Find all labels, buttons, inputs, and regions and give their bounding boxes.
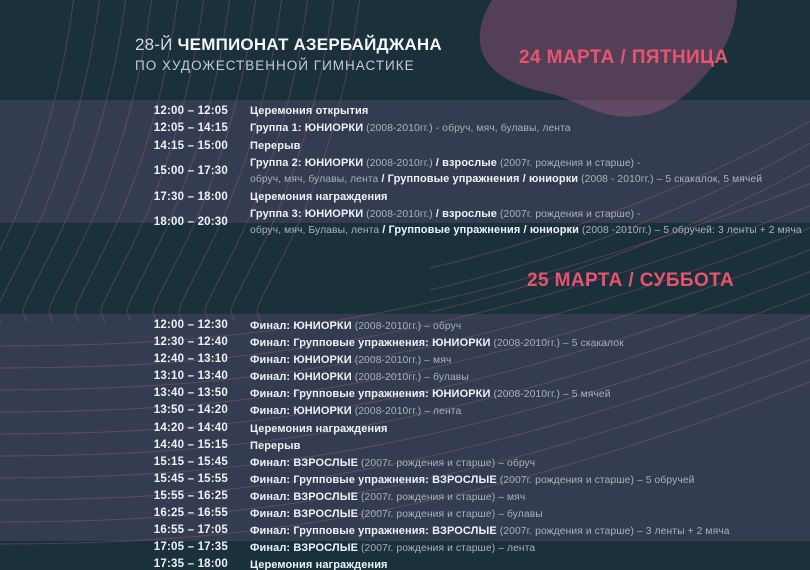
event-line [250,437,810,454]
event-text-bold: Перерыв [250,439,301,452]
event-text-regular: (2007г. рождения и старше) – лента [358,543,536,555]
time-range: 14:20 – 14:40 [153,421,228,434]
schedule-row [0,317,810,334]
event-line [250,522,810,539]
time-range: 15:00 – 17:30 [153,165,228,177]
date-header-friday: 24 МАРТА / ПЯТНИЦА [519,47,729,68]
event-text-bold: Финал: ЮНИОРКИ [250,354,352,367]
event-line [250,334,810,351]
event-text-regular: (2008-2010гг.) – лента [351,406,462,418]
event-text-regular: (2008-2010гг.) – обруч [351,321,462,332]
event-text-bold: Финал: ЮНИОРКИ [250,320,352,332]
time-range: 17:35 – 18:00 [153,558,228,570]
schedule-day2-panel [0,314,810,570]
event-line [250,488,810,505]
event-text-bold: Финал: ВЗРОСЛЫЕ [250,542,359,555]
time-range: 12:40 – 13:10 [153,353,228,366]
schedule-day1-panel [0,100,810,236]
event-description [250,206,810,238]
event-text-bold: / Групповые упражнения / юниорки [381,173,579,185]
event-description [250,368,810,385]
event-line [250,103,810,118]
event-text-regular: (2007г. рождения и старше) – обруч [358,457,536,469]
event-line [250,222,810,238]
event-text-regular: (2007г. рождения и старше) – 3 ленты + 2 мяча [496,526,730,538]
event-line [250,539,810,556]
time-range: 12:00 – 12:30 [153,319,228,331]
event-text-bold: Группа 1: ЮНИОРКИ [250,122,364,134]
event-text-bold: / Групповые упражнения / юниорки [382,224,580,236]
event-line [250,206,810,222]
event-text-bold: Церемония награждения [250,191,388,203]
event-line [250,189,810,204]
title-subtitle: ПО ХУДОЖЕСТВЕННОЙ ГИМНАСТИКЕ [135,58,415,73]
time-range: 18:00 – 20:30 [153,216,228,228]
event-text-bold: Финал: ЮНИОРКИ [250,405,352,418]
time-range: 12:00 – 12:05 [153,104,228,117]
time-range: 15:45 – 15:55 [153,472,228,485]
time-range: 16:55 – 17:05 [153,524,228,537]
event-text-bold: Группа 3: ЮНИОРКИ [250,208,364,220]
event-text-bold: Церемония награждения [250,422,388,435]
schedule-row [0,206,810,238]
event-text-regular: (2008 -2010гг.) – 5 обручей: 3 ленты + 2 мяча [579,225,802,236]
schedule-day1-rows [0,100,810,240]
schedule-row [0,437,810,454]
event-text-regular: (2007г. рождения и старше) – 5 обручей [496,474,695,486]
event-text-regular: обруч, мяч, булавы, лента [250,174,382,185]
event-description [250,402,810,419]
time-range: 12:05 – 14:15 [153,122,228,134]
date-header-saturday: 25 МАРТА / СУББОТА [527,270,735,291]
event-description [250,539,810,556]
event-line [250,351,810,368]
time-range: 12:30 – 12:40 [153,336,228,349]
schedule-row [0,120,810,136]
schedule-row [0,420,810,437]
event-text-regular: (2008-2010гг.) – 5 скакалок [490,338,624,350]
event-line [250,505,810,522]
event-line [250,385,810,402]
event-text-bold: Финал: Групповые упражнения: ЮНИОРКИ [250,388,491,401]
event-line [250,138,810,153]
time-range: 14:40 – 15:15 [153,438,228,451]
event-text-regular: (2007г. рождения и старше) – мяч [358,491,526,503]
time-range: 17:05 – 17:35 [153,541,228,554]
event-text-regular: (2008-2010гг.) - обруч, мяч, булавы, лента [363,123,571,134]
title-line1 [135,35,442,55]
event-description [250,317,810,334]
time-range: 13:40 – 13:50 [153,387,228,400]
schedule-row [0,103,810,118]
event-text-bold: / взрослые [435,157,498,169]
title-main: ЧЕМПИОНАТ АЗЕРБАЙДЖАНА [177,35,442,54]
event-text-bold: Финал: ЮНИОРКИ [250,371,352,384]
event-text-regular: (2008-2010гг.) – мяч [351,355,452,367]
schedule-row [0,505,810,522]
event-line [250,454,810,471]
event-text-bold: Финал: ВЗРОСЛЫЕ [250,456,359,469]
event-text-bold: Финал: ВЗРОСЛЫЕ [250,490,359,503]
time-range: 13:50 – 14:20 [153,404,228,417]
event-description [250,437,810,454]
event-text-regular: обруч, мяч, Булавы, лента [250,225,383,236]
event-description [250,189,810,204]
event-line [250,317,810,334]
time-range: 14:15 – 15:00 [153,139,228,152]
event-line [250,420,810,437]
event-line [250,556,810,570]
event-description [250,488,810,505]
event-description [250,334,810,351]
event-text-regular: (2008-2010гг.) [363,209,436,220]
schedule-row [0,155,810,187]
event-description [250,138,810,153]
event-text-regular: (2007г. рождения и старше) - [497,158,641,169]
event-text-bold: Финал: ВЗРОСЛЫЕ [250,508,359,521]
schedule-row [0,471,810,488]
event-text-bold: Финал: Групповые упражнения: ВЗРОСЛЫЕ [250,473,497,486]
time-range: 15:55 – 16:25 [153,489,228,502]
event-description [250,505,810,522]
schedule-row [0,454,810,471]
event-text-regular: (2008-2010гг.) – 5 мячей [490,389,611,401]
schedule-row [0,189,810,204]
event-description [250,385,810,402]
event-line [250,171,810,187]
event-description [250,454,810,471]
event-text-regular: (2008-2010гг.) [363,158,436,169]
event-line [250,120,810,136]
event-description [250,522,810,539]
event-text-regular: (2008 - 2010гг.) – 5 скакалок, 5 мячей [578,174,763,185]
event-text-bold: Перерыв [250,140,301,152]
event-text-bold: Группа 2: ЮНИОРКИ [250,157,364,169]
event-text-regular: (2008-2010гг.) – булавы [351,372,469,384]
event-description [250,420,810,437]
event-description [250,120,810,136]
time-range: 13:10 – 13:40 [153,370,228,383]
schedule-row [0,539,810,556]
schedule-row [0,488,810,505]
poster-title [135,35,442,73]
event-text-bold: Финал: Групповые упражнения: ВЗРОСЛЫЕ [250,525,497,538]
title-prefix: 28-Й [135,35,173,54]
event-description [250,155,810,187]
schedule-row [0,402,810,419]
time-range: 16:25 – 16:55 [153,507,228,520]
event-text-bold: Церемония открытия [250,105,369,117]
time-range: 15:15 – 15:45 [153,455,228,468]
event-line [250,402,810,419]
event-description [250,351,810,368]
event-line [250,155,810,171]
event-text-bold: / взрослые [435,208,498,220]
schedule-day2-rows [0,314,810,570]
event-text-regular: (2007г. рождения и старше) – булавы [358,509,543,521]
schedule-row [0,556,810,570]
schedule-row [0,138,810,153]
event-text-bold: Церемония награждения [250,559,388,570]
event-text-regular: (2007г. рождения и старше) - [497,209,641,220]
schedule-row [0,522,810,539]
schedule-row [0,351,810,368]
event-description [250,556,810,570]
schedule-row [0,385,810,402]
event-description [250,103,810,118]
event-text-bold: Финал: Групповые упражнения: ЮНИОРКИ [250,337,491,350]
event-description [250,471,810,488]
event-line [250,471,810,488]
event-line [250,368,810,385]
schedule-row [0,368,810,385]
time-range: 17:30 – 18:00 [153,190,228,203]
schedule-row [0,334,810,351]
